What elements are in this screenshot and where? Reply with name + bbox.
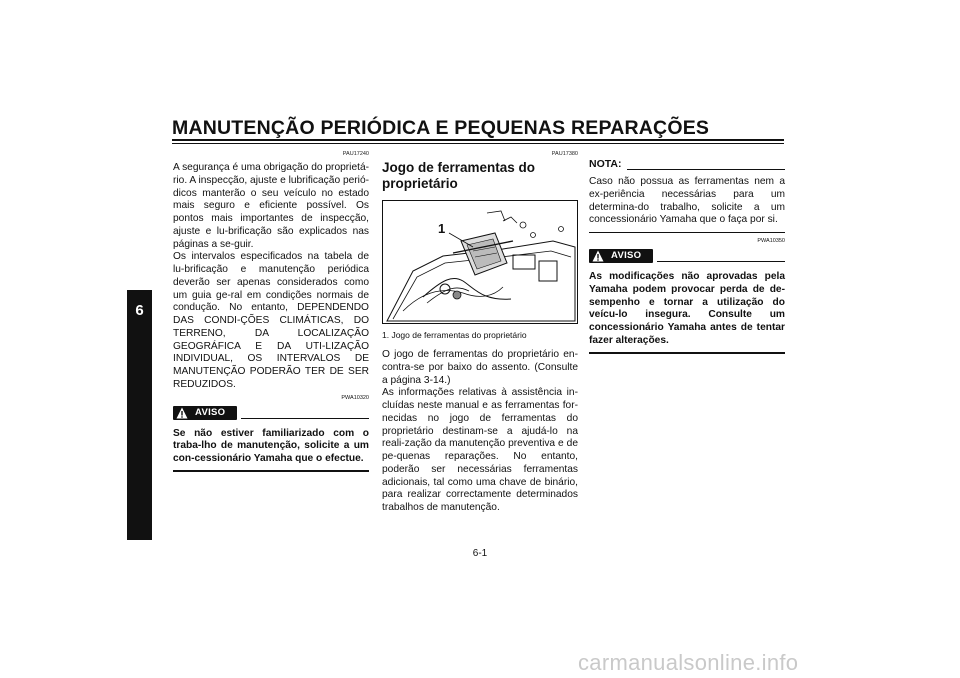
tool-kit-body-1: O jogo de ferramentas do proprietário en-contra-se por baixo do assento. (Consulte a página 3-14.) [382,349,578,386]
warning-triangle-icon [176,407,188,419]
page-number: 6-1 [472,548,488,559]
reference-code: PAU17380 [551,151,578,157]
warning-bottom-rule [173,470,369,472]
nota-rule [627,169,785,170]
warning-text: As modificações não aprovadas pela Yamaha podem provocar perda de de-sempenho e tornar a utilização do veícu-lo insegura. Consulte um concessionário Yamaha antes de tentar fazer alterações. [589,271,785,346]
intro-paragraph-1: A segurança é uma obrigação do proprietá-rio. A inspecção, ajuste e lubrificação perió-dicos manterão o seu veículo no estado mais seguro e eficiente possível. Os pontos mais importantes de inspecção, ajuste e lu-brificação são explicados nas páginas a se-guir. [173,162,369,250]
nota-bottom-rule [589,232,785,233]
warning-rule [657,261,785,262]
section-heading: Jogo de ferramentas do proprietário [382,160,536,191]
warning-bottom-rule [589,352,785,354]
column-2 [382,150,578,515]
warning-triangle-icon [592,250,604,262]
page-title: MANUTENÇÃO PERIÓDICA E PEQUENAS REPARAÇÕES [172,117,710,139]
title-rule [172,139,784,141]
chapter-number: 6 [135,302,144,319]
warning-code: PWA10320 [341,394,369,401]
warning-code: PWA10350 [757,238,785,244]
nota-label: NOTA: [589,158,622,170]
aviso-label: AVISO [611,250,642,261]
warning-header [589,238,785,267]
column-3 [589,150,785,354]
reference-code: PAU17240 [342,151,369,157]
tool-kit-body-2: As informações relativas à assistência in-cluídas neste manual e as ferramentas for-necidas no jogo de ferramentas do proprietário destinam-se a ajudá-lo na reali-zação da manutenção preventiva e de pe-quenas reparações. No entanto, poderão ser necessárias ferramentas adicionais, tal como uma chave de binário, para realizar correctamente determinados trabalhos de manutenção. [382,387,578,513]
aviso-badge [173,406,237,420]
chapter-tab [127,290,152,540]
nota-header [589,158,785,174]
figure-caption: 1. Jogo de ferramentas do proprietário [382,330,527,340]
title-rule-secondary [172,143,784,144]
intro-paragraph-2: Os intervalos especificados na tabela de lu-brificação e manutenção periódica deverão ser apenas considerados como um guia ge-ral em condições normais de condução. No entanto, DEPENDENDO DAS CONDI-ÇÕES CLIMÁTICAS, DO TERRENO, DA LOCALIZAÇÃO GEOGRÁFICA E DA UTI-LIZAÇÃO INDIVIDUAL, OS INTERVALOS DE MANUTENÇÃO PODERÃO TER DE SER REDUZIDOS. [173,251,369,390]
watermark: carmanualsonline.info [578,650,799,675]
warning-text: Se não estiver familiarizado com o traba-lho de manutenção, solicite a um con-cessionário Yamaha que o efectue. [173,427,369,464]
warning-rule [241,418,369,419]
nota-text: Caso não possua as ferramentas nem a ex-periência necessárias para um determina-do trabalho, solicite a um concessionário Yamaha que o faça por si. [589,176,785,226]
aviso-label: AVISO [195,406,226,418]
aviso-badge [589,249,653,263]
column-1 [173,150,369,472]
tool-kit-figure [382,200,578,324]
figure-callout: 1 [438,221,446,236]
warning-header [173,394,369,424]
tool-kit-illustration [383,201,578,324]
